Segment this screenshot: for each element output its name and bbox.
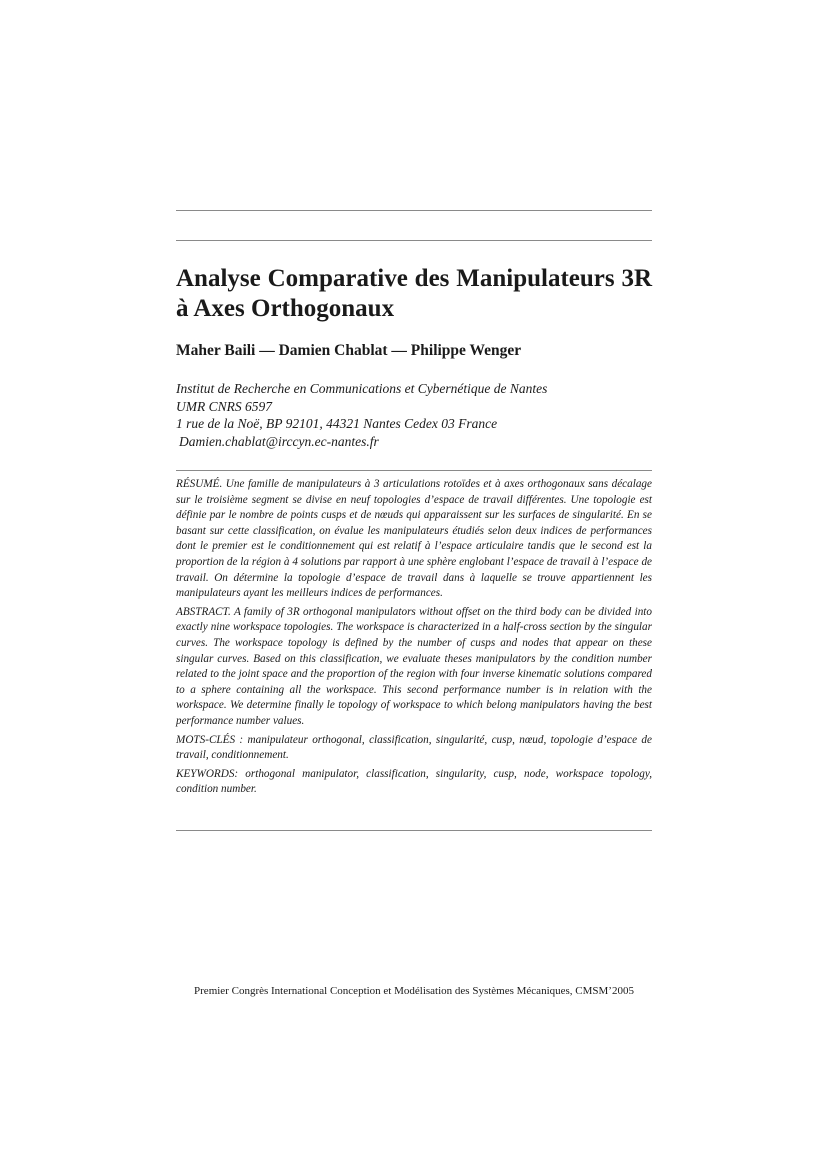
affiliation-institute: Institut de Recherche en Communications et Cybernétique de Nantes [176,381,548,396]
author-list: Maher Baili — Damien Chablat — Philippe Wenger [176,342,522,359]
abstract-block [176,477,652,801]
mots-cles-paragraph: MOTS-CLÉS : manipulateur orthogonal, classification, singularité, cusp, nœud, topologie d’espace de travail, conditionnement. [176,733,652,762]
affiliation [176,380,652,450]
keywords-paragraph: KEYWORDS: orthogonal manipulator, classification, singularity, cusp, node, workspace topology, condition number. [176,767,652,796]
page-footer: Premier Congrès International Conception et Modélisation des Systèmes Mécaniques, CMSM’2005 [194,985,634,997]
affiliation-address: 1 rue de la Noë, BP 92101, 44321 Nantes Cedex 03 France [176,416,498,431]
abstract-bottom-rule [176,830,652,831]
affiliation-email: Damien.chablat@irccyn.ec-nantes.fr [179,433,379,449]
paper-title: Analyse Comparative des Manipulateurs 3R à Axes Orthogonaux [176,265,652,322]
resume-paragraph: RÉSUMÉ. Une famille de manipulateurs à 3 articulations rotoïdes et à axes orthogonaux sans décalage sur le troisième segment se divise en neuf topologies d’espace de travail différentes. Une topologie est définie par le nombre de points cusps et de nœuds qui apparaissent sur les surfaces de singularité. En se basant sur cette classification, on évalue les manipulateurs étudiés selon deux indices de performances dont le premier est le conditionnement qui est relatif à l’espace articulaire tandis que le second est la proportion de la région à 4 solutions par rapport à une sphère englobant l’espace de travail à l’espace de travail. On détermine la topologie d’espace de travail dans à laquelle se trouve appartiennent les manipulateurs ayant les meilleurs indices de performances. [176,478,652,600]
top-rule-2 [176,240,652,241]
abstract-top-rule [176,470,652,471]
affiliation-umr: UMR CNRS 6597 [176,398,272,414]
abstract-paragraph: ABSTRACT. A family of 3R orthogonal manipulators without offset on the third body can be divided into exactly nine workspace topologies. The workspace is characterized in a half-cross section by the singular curves. The workspace topology is defined by the number of cusps and nodes that appear on these singular curves. Based on this classification, we evaluate theses manipulators by the condition number related to the joint space and the proportion of the region with four inverse kinematic solutions compared to a sphere containing all the workspace. This second performance number is in relation with the workspace. We determine finally le topology of workspace to which belong manipulators having the best performance number values. [176,605,652,727]
top-rule-1 [176,210,652,211]
